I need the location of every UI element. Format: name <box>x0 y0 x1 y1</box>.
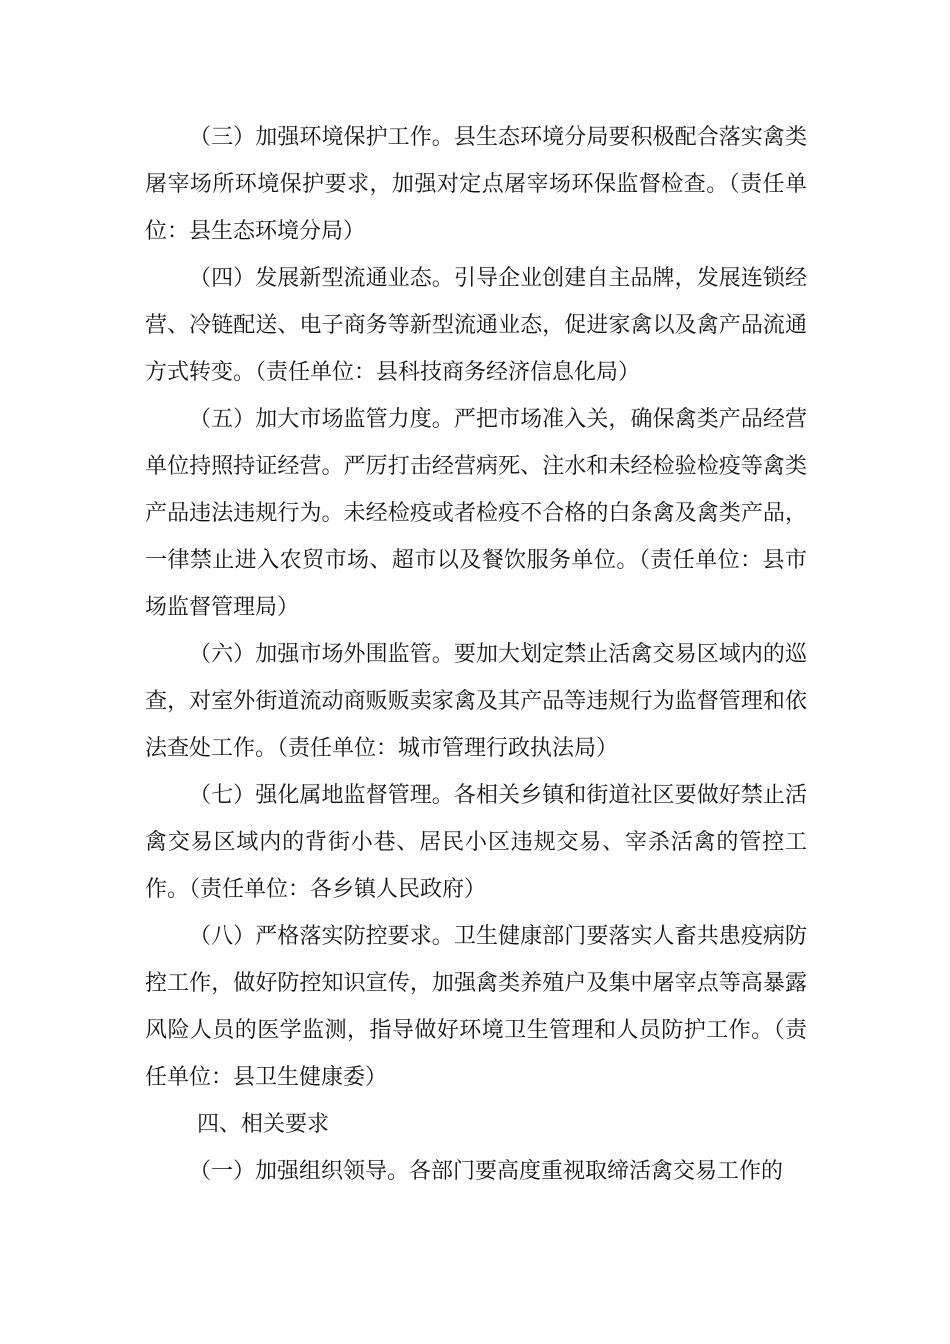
paragraph-environment-protection: （三）加强环境保护工作。县生态环境分局要积极配合落实禽类屠宰场所环境保护要求，加强对定点屠宰场环保监督检查。（责任单位：县生态环境分局） <box>145 125 807 244</box>
paragraph-prevention-control: （八）严格落实防控要求。卫生健康部门要落实人畜共患疫病防控工作，做好防控知识宣传，加强禽类养殖户及集中屠宰点等高暴露风险人员的医学监测，指导做好环境卫生管理和人员防护工作。（责任单位：县卫生健康委） <box>145 924 807 1090</box>
paragraph-market-supervision: （五）加大市场监管力度。严把市场准入关，确保禽类产品经营单位持照持证经营。严厉打击经营病死、注水和未经检验检疫等禽类产品违法违规行为。未经检疫或者检疫不合格的白条禽及禽类产品，一律禁止进入农贸市场、超市以及餐饮服务单位。（责任单位：县市场监督管理局） <box>145 407 807 620</box>
paragraph-territorial-supervision: （七）强化属地监督管理。各相关乡镇和街道社区要做好禁止活禽交易区域内的背街小巷、居民小区违规交易、宰杀活禽的管控工作。（责任单位：各乡镇人民政府） <box>145 783 807 902</box>
paragraph-organization-leadership: （一）加强组织领导。各部门要高度重视取缔活禽交易工作的 <box>189 1159 784 1184</box>
paragraph-market-periphery: （六）加强市场外围监管。要加大划定禁止活禽交易区域内的巡查，对室外街道流动商贩贩卖家禽及其产品等违规行为监督管理和依法查处工作。（责任单位：城市管理行政执法局） <box>145 642 807 761</box>
document-body <box>145 114 807 1195</box>
paragraph-new-circulation: （四）发展新型流通业态。引导企业创建自主品牌，发展连锁经营、冷链配送、电子商务等新型流通业态，促进家禽以及禽产品流通方式转变。（责任单位：县科技商务经济信息化局） <box>145 266 807 385</box>
section-heading: 四、相关要求 <box>197 1112 330 1137</box>
